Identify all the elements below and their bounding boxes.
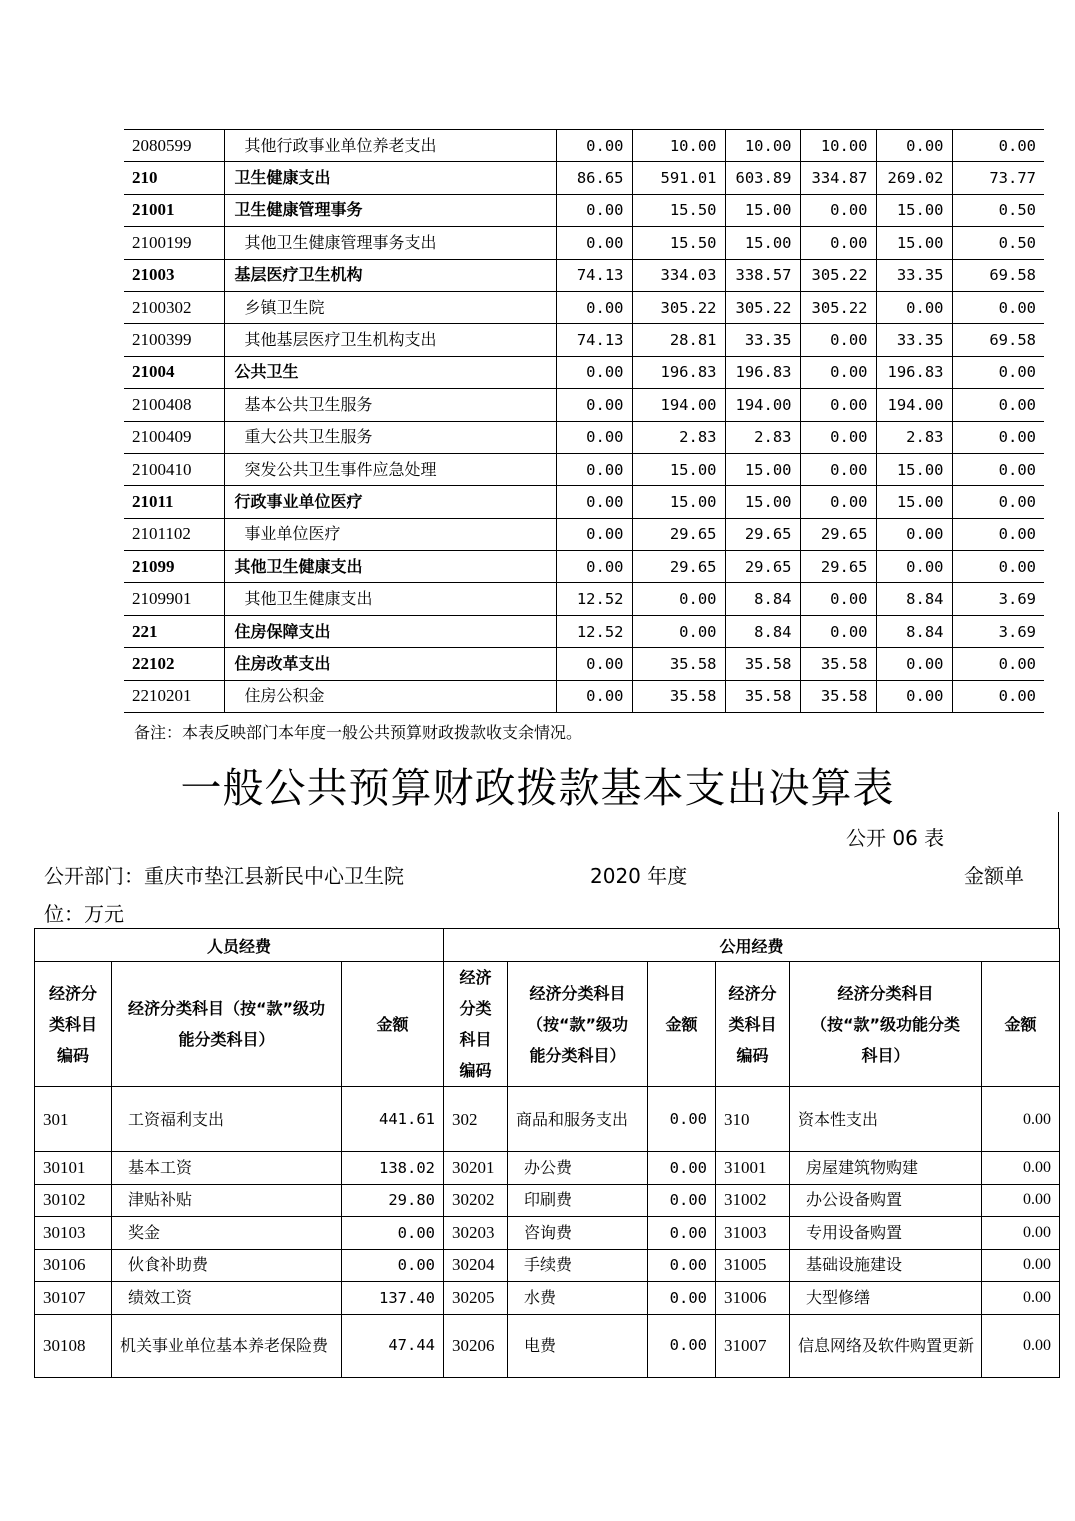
table-row — [124, 615, 1044, 647]
row-value: 15.50 — [632, 227, 725, 259]
row-value: 3.69 — [952, 583, 1044, 615]
row-value: 8.84 — [725, 615, 800, 647]
row-name: 公共卫生 — [224, 356, 556, 388]
row-value: 35.58 — [800, 680, 876, 712]
table-row — [124, 453, 1044, 485]
goods-name: 电费 — [508, 1314, 648, 1377]
row-value: 73.77 — [952, 162, 1044, 194]
row-code: 2101102 — [124, 518, 224, 550]
row-value: 0.00 — [556, 421, 632, 453]
table-row — [35, 1152, 1060, 1185]
personnel-amount: 47.44 — [342, 1314, 444, 1377]
row-name: 基本公共卫生服务 — [224, 389, 556, 421]
personnel-amount: 138.02 — [342, 1152, 444, 1185]
header-personnel-amount: 金额 — [342, 962, 444, 1087]
page-title: 一般公共预算财政拨款基本支出决算表 — [180, 764, 895, 812]
row-value: 305.22 — [800, 259, 876, 291]
capital-name: 资本性支出 — [790, 1087, 982, 1152]
row-value: 0.00 — [800, 356, 876, 388]
goods-amount: 0.00 — [648, 1249, 716, 1282]
row-value: 0.00 — [632, 583, 725, 615]
row-value: 2.83 — [876, 421, 952, 453]
row-value: 0.00 — [556, 486, 632, 518]
row-name: 其他卫生健康支出 — [224, 583, 556, 615]
personnel-name: 津贴补贴 — [112, 1184, 342, 1217]
table-row — [124, 227, 1044, 259]
capital-name: 大型修缮 — [790, 1282, 982, 1315]
row-value: 0.00 — [952, 130, 1044, 162]
row-value: 0.00 — [556, 389, 632, 421]
row-value: 35.58 — [800, 648, 876, 680]
capital-name: 信息网络及软件购置更新 — [790, 1314, 982, 1377]
row-value: 194.00 — [876, 389, 952, 421]
table-row — [124, 486, 1044, 518]
personnel-code: 301 — [35, 1087, 112, 1152]
row-value: 29.65 — [800, 551, 876, 583]
capital-name: 办公设备购置 — [790, 1184, 982, 1217]
goods-name: 水费 — [508, 1282, 648, 1315]
goods-code: 30204 — [444, 1249, 508, 1282]
goods-code: 30202 — [444, 1184, 508, 1217]
header-capital-code: 经济分类科目编码 — [716, 962, 790, 1087]
row-value: 338.57 — [725, 259, 800, 291]
goods-code: 30205 — [444, 1282, 508, 1315]
goods-name: 手续费 — [508, 1249, 648, 1282]
row-name: 住房保障支出 — [224, 615, 556, 647]
row-value: 0.00 — [952, 421, 1044, 453]
capital-amount: 0.00 — [982, 1184, 1060, 1217]
row-value: 0.00 — [556, 194, 632, 226]
table-row — [124, 583, 1044, 615]
row-value: 0.00 — [800, 615, 876, 647]
row-value: 0.00 — [556, 680, 632, 712]
group-public: 公用经费 — [444, 929, 1060, 962]
capital-amount: 0.00 — [982, 1087, 1060, 1152]
row-code: 2100410 — [124, 453, 224, 485]
row-value: 15.00 — [632, 453, 725, 485]
capital-code: 31005 — [716, 1249, 790, 1282]
row-value: 35.58 — [725, 648, 800, 680]
capital-name: 房屋建筑物购建 — [790, 1152, 982, 1185]
row-value: 0.00 — [876, 648, 952, 680]
capital-name: 基础设施建设 — [790, 1249, 982, 1282]
row-value: 0.00 — [952, 356, 1044, 388]
unit-label-part1: 金额单 — [964, 864, 1024, 888]
capital-code: 31003 — [716, 1217, 790, 1250]
row-value: 3.69 — [952, 615, 1044, 647]
row-value: 196.83 — [725, 356, 800, 388]
row-value: 29.65 — [725, 518, 800, 550]
expenditure-table — [124, 129, 1044, 713]
row-value: 15.00 — [725, 486, 800, 518]
row-value: 0.00 — [800, 486, 876, 518]
goods-amount: 0.00 — [648, 1087, 716, 1152]
goods-name: 商品和服务支出 — [508, 1087, 648, 1152]
goods-amount: 0.00 — [648, 1217, 716, 1250]
table-row — [124, 130, 1044, 162]
header-personnel-name: 经济分类科目（按“款”级功能分类科目） — [112, 962, 342, 1087]
capital-name: 专用设备购置 — [790, 1217, 982, 1250]
row-value: 33.35 — [876, 324, 952, 356]
row-name: 其他卫生健康管理事务支出 — [224, 227, 556, 259]
header-personnel-code: 经济分类科目编码 — [35, 962, 112, 1087]
row-name: 其他行政事业单位养老支出 — [224, 130, 556, 162]
row-value: 8.84 — [876, 583, 952, 615]
row-value: 29.65 — [800, 518, 876, 550]
personnel-code: 30106 — [35, 1249, 112, 1282]
row-value: 305.22 — [632, 291, 725, 323]
row-value: 10.00 — [632, 130, 725, 162]
capital-amount: 0.00 — [982, 1249, 1060, 1282]
department-label: 公开部门：重庆市垫江县新民中心卫生院 — [44, 864, 404, 888]
row-code: 2100199 — [124, 227, 224, 259]
goods-name: 办公费 — [508, 1152, 648, 1185]
row-value: 12.52 — [556, 615, 632, 647]
personnel-amount: 0.00 — [342, 1249, 444, 1282]
header-goods-amount: 金额 — [648, 962, 716, 1087]
table-row — [35, 1282, 1060, 1315]
row-name: 其他基层医疗卫生机构支出 — [224, 324, 556, 356]
row-code: 21004 — [124, 356, 224, 388]
row-code: 2100399 — [124, 324, 224, 356]
row-value: 0.00 — [952, 551, 1044, 583]
row-value: 2.83 — [725, 421, 800, 453]
row-value: 591.01 — [632, 162, 725, 194]
row-value: 194.00 — [632, 389, 725, 421]
table-row — [124, 259, 1044, 291]
capital-code: 31007 — [716, 1314, 790, 1377]
row-value: 10.00 — [725, 130, 800, 162]
row-value: 28.81 — [632, 324, 725, 356]
row-value: 0.00 — [556, 227, 632, 259]
header-capital-amount: 金额 — [982, 962, 1060, 1087]
personnel-code: 30103 — [35, 1217, 112, 1250]
table-number: 公开 06 表 — [846, 826, 945, 850]
row-value: 0.00 — [876, 680, 952, 712]
basic-expenditure-table — [34, 928, 1060, 1378]
row-value: 0.00 — [876, 551, 952, 583]
row-name: 行政事业单位医疗 — [224, 486, 556, 518]
row-value: 29.65 — [632, 551, 725, 583]
row-code: 2109901 — [124, 583, 224, 615]
row-value: 15.00 — [876, 227, 952, 259]
row-value: 10.00 — [800, 130, 876, 162]
row-value: 334.03 — [632, 259, 725, 291]
table-row — [35, 1217, 1060, 1250]
row-name: 乡镇卫生院 — [224, 291, 556, 323]
row-name: 重大公共卫生服务 — [224, 421, 556, 453]
row-value: 334.87 — [800, 162, 876, 194]
goods-code: 30206 — [444, 1314, 508, 1377]
row-code: 21001 — [124, 194, 224, 226]
personnel-amount: 29.80 — [342, 1184, 444, 1217]
header-goods-name: 经济分类科目（按“款”级功能分类科目） — [508, 962, 648, 1087]
group-personnel: 人员经费 — [35, 929, 444, 962]
row-value: 69.58 — [952, 259, 1044, 291]
capital-code: 31006 — [716, 1282, 790, 1315]
header-capital-name: 经济分类科目（按“款”级功能分类科目） — [790, 962, 982, 1087]
personnel-name: 机关事业单位基本养老保险费 — [112, 1314, 342, 1377]
row-value: 0.00 — [800, 421, 876, 453]
row-value: 29.65 — [632, 518, 725, 550]
table-row — [124, 356, 1044, 388]
table-row — [35, 1184, 1060, 1217]
row-value: 15.00 — [725, 227, 800, 259]
header-goods-code: 经济分类科目编码 — [444, 962, 508, 1087]
table-row — [124, 389, 1044, 421]
row-value: 0.00 — [800, 227, 876, 259]
personnel-code: 30102 — [35, 1184, 112, 1217]
row-value: 305.22 — [800, 291, 876, 323]
row-value: 0.50 — [952, 227, 1044, 259]
row-name: 卫生健康支出 — [224, 162, 556, 194]
row-value: 12.52 — [556, 583, 632, 615]
row-value: 74.13 — [556, 324, 632, 356]
row-value: 0.00 — [952, 486, 1044, 518]
personnel-amount: 0.00 — [342, 1217, 444, 1250]
row-name: 基层医疗卫生机构 — [224, 259, 556, 291]
personnel-name: 基本工资 — [112, 1152, 342, 1185]
row-value: 0.00 — [800, 583, 876, 615]
row-value: 0.00 — [800, 194, 876, 226]
row-value: 0.00 — [952, 453, 1044, 485]
row-value: 0.00 — [556, 648, 632, 680]
goods-name: 咨询费 — [508, 1217, 648, 1250]
capital-amount: 0.00 — [982, 1282, 1060, 1315]
row-code: 2210201 — [124, 680, 224, 712]
goods-amount: 0.00 — [648, 1314, 716, 1377]
row-value: 0.00 — [952, 518, 1044, 550]
table-row — [35, 1087, 1060, 1152]
fiscal-year: 2020 年度 — [590, 864, 688, 888]
row-value: 35.58 — [632, 648, 725, 680]
table-row — [35, 1249, 1060, 1282]
capital-code: 310 — [716, 1087, 790, 1152]
row-code: 22102 — [124, 648, 224, 680]
row-value: 15.00 — [876, 194, 952, 226]
capital-amount: 0.00 — [982, 1217, 1060, 1250]
personnel-name: 伙食补助费 — [112, 1249, 342, 1282]
row-value: 69.58 — [952, 324, 1044, 356]
row-value: 35.58 — [632, 680, 725, 712]
personnel-name: 奖金 — [112, 1217, 342, 1250]
row-value: 0.50 — [952, 194, 1044, 226]
row-value: 0.00 — [556, 551, 632, 583]
row-value: 35.58 — [725, 680, 800, 712]
unit-label-part2: 位：万元 — [44, 902, 124, 926]
row-value: 8.84 — [876, 615, 952, 647]
row-value: 305.22 — [725, 291, 800, 323]
row-value: 15.00 — [876, 453, 952, 485]
row-value: 0.00 — [800, 389, 876, 421]
row-value: 0.00 — [876, 518, 952, 550]
row-code: 210 — [124, 162, 224, 194]
personnel-code: 30107 — [35, 1282, 112, 1315]
row-value: 29.65 — [725, 551, 800, 583]
row-name: 突发公共卫生事件应急处理 — [224, 453, 556, 485]
row-value: 0.00 — [556, 130, 632, 162]
goods-amount: 0.00 — [648, 1184, 716, 1217]
row-name: 卫生健康管理事务 — [224, 194, 556, 226]
goods-code: 30203 — [444, 1217, 508, 1250]
row-value: 33.35 — [725, 324, 800, 356]
row-value: 15.50 — [632, 194, 725, 226]
table-row — [124, 680, 1044, 712]
row-value: 0.00 — [952, 680, 1044, 712]
personnel-amount: 441.61 — [342, 1087, 444, 1152]
row-name: 事业单位医疗 — [224, 518, 556, 550]
right-border-rule — [1058, 812, 1059, 929]
row-code: 221 — [124, 615, 224, 647]
goods-name: 印刷费 — [508, 1184, 648, 1217]
row-value: 15.00 — [725, 194, 800, 226]
goods-amount: 0.00 — [648, 1152, 716, 1185]
row-name: 住房改革支出 — [224, 648, 556, 680]
capital-code: 31001 — [716, 1152, 790, 1185]
row-code: 21099 — [124, 551, 224, 583]
row-value: 0.00 — [556, 453, 632, 485]
personnel-amount: 137.40 — [342, 1282, 444, 1315]
row-name: 住房公积金 — [224, 680, 556, 712]
row-code: 2100409 — [124, 421, 224, 453]
table-row — [124, 291, 1044, 323]
row-code: 21011 — [124, 486, 224, 518]
row-value: 194.00 — [725, 389, 800, 421]
row-value: 2.83 — [632, 421, 725, 453]
personnel-code: 30108 — [35, 1314, 112, 1377]
row-value: 0.00 — [632, 615, 725, 647]
row-value: 33.35 — [876, 259, 952, 291]
row-value: 15.00 — [632, 486, 725, 518]
row-name: 其他卫生健康支出 — [224, 551, 556, 583]
table-row — [124, 551, 1044, 583]
goods-code: 30201 — [444, 1152, 508, 1185]
row-value: 0.00 — [952, 648, 1044, 680]
row-value: 0.00 — [800, 453, 876, 485]
row-value: 74.13 — [556, 259, 632, 291]
row-value: 0.00 — [556, 518, 632, 550]
row-value: 0.00 — [556, 291, 632, 323]
row-value: 15.00 — [876, 486, 952, 518]
goods-amount: 0.00 — [648, 1282, 716, 1315]
row-value: 0.00 — [556, 356, 632, 388]
table-row — [124, 162, 1044, 194]
row-value: 0.00 — [800, 324, 876, 356]
row-value: 15.00 — [725, 453, 800, 485]
table-row — [124, 421, 1044, 453]
table-row — [124, 194, 1044, 226]
row-value: 0.00 — [876, 130, 952, 162]
row-code: 2100408 — [124, 389, 224, 421]
table-row — [124, 518, 1044, 550]
row-value: 269.02 — [876, 162, 952, 194]
row-value: 0.00 — [876, 291, 952, 323]
row-code: 21003 — [124, 259, 224, 291]
row-value: 196.83 — [876, 356, 952, 388]
table-row — [35, 1314, 1060, 1377]
row-code: 2100302 — [124, 291, 224, 323]
row-value: 8.84 — [725, 583, 800, 615]
capital-amount: 0.00 — [982, 1152, 1060, 1185]
goods-code: 302 — [444, 1087, 508, 1152]
personnel-code: 30101 — [35, 1152, 112, 1185]
row-value: 196.83 — [632, 356, 725, 388]
row-value: 603.89 — [725, 162, 800, 194]
row-value: 0.00 — [952, 389, 1044, 421]
row-value: 86.65 — [556, 162, 632, 194]
personnel-name: 工资福利支出 — [112, 1087, 342, 1152]
row-code: 2080599 — [124, 130, 224, 162]
table-remark: 备注：本表反映部门本年度一般公共预算财政拨款收支余情况。 — [134, 723, 583, 742]
row-value: 0.00 — [952, 291, 1044, 323]
capital-amount: 0.00 — [982, 1314, 1060, 1377]
personnel-name: 绩效工资 — [112, 1282, 342, 1315]
table-row — [124, 648, 1044, 680]
capital-code: 31002 — [716, 1184, 790, 1217]
table-row — [124, 324, 1044, 356]
